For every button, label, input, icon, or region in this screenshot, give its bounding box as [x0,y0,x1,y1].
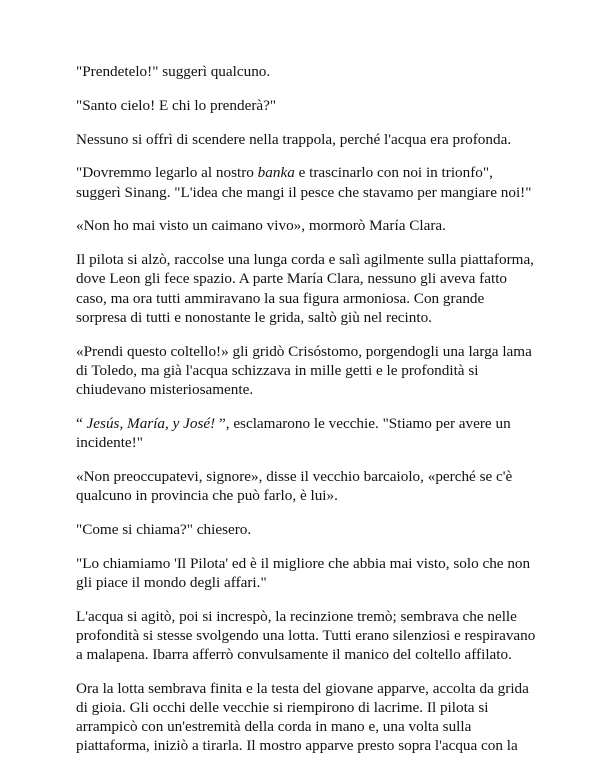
paragraph-4 [76,163,536,201]
paragraph-6: Il pilota si alzò, raccolse una lunga corda e salì agilmente sulla piattaforma, dove Leon gli fece spazio. A parte María Clara, nessuno gli aveva fatto caso, ma ora tutti ammiravano la sua figura armoniosa. Con grande sorpresa di tutti e nonostante le grida, saltò giù nel recinto. [76,251,534,326]
paragraph-8-end: ”, esclamarono le vecchie. "Stiamo per avere un incidente!" [76,414,511,451]
paragraph-4-end: e trascinarlo con noi in trionfo", suggerì Sinang. "L'idea che mangi il pesce che stavamo per mangiare noi!" [76,164,532,201]
paragraph-1: "Prendetelo!" suggerì qualcuno. [76,63,271,80]
paragraph-8-start: “ [76,414,87,432]
paragraph-5: «Non ho mai visto un caimano vivo», mormorò María Clara. [76,217,446,235]
paragraph-9: «Non preoccupatevi, signore», disse il vecchio barcaiolo, «perché se c'è qualcuno in provincia che può farlo, è lui». [76,467,513,504]
document-page [76,62,536,770]
paragraph-3: Nessuno si offrì di scendere nella trappola, perché l'acqua era profonda. [76,130,512,148]
paragraph-7: «Prendi questo coltello!» gli gridò Crisóstomo, porgendogli una larga lama di Toledo, ma già l'acqua schizzava in mille getti e le profondità si chiudevano misteriosamente. [76,342,532,398]
paragraph-2: "Santo cielo! E chi lo prenderà?" [76,96,277,114]
paragraph-10: "Come si chiama?" chiesero. [76,520,252,538]
italic-word-banka: banka [257,164,295,182]
paragraph-8 [76,414,536,452]
paragraph-4-start: "Dovremmo legarlo al nostro [76,164,258,182]
paragraph-12: L'acqua si agitò, poi si increspò, la recinzione tremò; sembrava che nelle profondità si stesse svolgendo una lotta. Tutti erano silenziosi e respiravano a malapena. Ibarra afferrò convulsamente il manico del coltello affilato. [76,607,536,663]
italic-exclamation: Jesús, María, y José! [86,414,216,432]
paragraph-11: "Lo chiamiamo 'Il Pilota' ed è il migliore che abbia mai visto, solo che non gli piace il mondo degli affari." [76,554,531,591]
paragraph-13: Ora la lotta sembrava finita e la testa del giovane apparve, accolta da grida di gioia. Gli occhi delle vecchie si riempirono di lacrime. Il pilota si arrampicò con un'estremità della corda in mano e, una volta sulla piattaforma, iniziò a tirarla. Il mostro apparve presto sopra l'acqua con la [76,679,529,755]
